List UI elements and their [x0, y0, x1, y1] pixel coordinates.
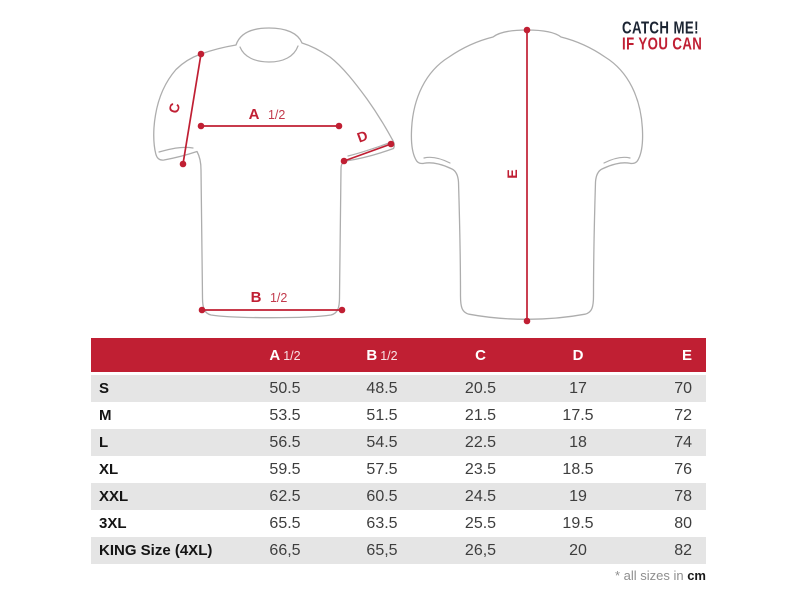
header-cell-c: C [431, 338, 530, 372]
value-cell: 17 [530, 372, 626, 402]
measure-label-c: C [165, 101, 183, 115]
brand-logo [622, 17, 725, 54]
value-cell: 82 [626, 537, 706, 564]
measure-dot [341, 158, 348, 165]
value-cell: 51.5 [333, 402, 431, 429]
value-cell: 72 [626, 402, 706, 429]
value-cell: 76 [626, 456, 706, 483]
value-cell: 50.5 [237, 372, 333, 402]
size-table-header [91, 338, 706, 372]
value-cell: 17.5 [530, 402, 626, 429]
value-cell: 65.5 [237, 510, 333, 537]
value-cell: 25.5 [431, 510, 530, 537]
measure-label-e: E [504, 169, 520, 179]
value-cell: 78 [626, 483, 706, 510]
table-row [91, 483, 706, 510]
measure-dot [388, 141, 395, 148]
measure-dot [524, 27, 531, 34]
value-cell: 24.5 [431, 483, 530, 510]
value-cell: 19.5 [530, 510, 626, 537]
value-cell: 54.5 [333, 429, 431, 456]
value-cell: 80 [626, 510, 706, 537]
size-label: KING Size (4XL) [91, 537, 237, 564]
measure-dot [199, 307, 206, 314]
value-cell: 26,5 [431, 537, 530, 564]
units-note-unit: cm [687, 568, 706, 583]
measure-dot [180, 161, 187, 168]
header-cell-a: A 1/2 [237, 338, 333, 372]
header-cell-b: B 1/2 [333, 338, 431, 372]
measure-dot [524, 318, 531, 325]
value-cell: 57.5 [333, 456, 431, 483]
value-cell: 63.5 [333, 510, 431, 537]
header-row [91, 338, 706, 372]
value-cell: 48.5 [333, 372, 431, 402]
value-cell: 20.5 [431, 372, 530, 402]
size-label: XL [91, 456, 237, 483]
size-label: 3XL [91, 510, 237, 537]
size-label: L [91, 429, 237, 456]
header-cell-size [91, 338, 237, 372]
front-shirt [154, 28, 395, 318]
measure-label-a: A 1/2 [248, 106, 286, 123]
value-cell: 60.5 [333, 483, 431, 510]
measure-dot [198, 123, 205, 130]
value-cell: 22.5 [431, 429, 530, 456]
measure-dot [339, 307, 346, 314]
value-cell: 56.5 [237, 429, 333, 456]
value-cell: 18.5 [530, 456, 626, 483]
value-cell: 62.5 [237, 483, 333, 510]
value-cell: 21.5 [431, 402, 530, 429]
table-row [91, 372, 706, 402]
value-cell: 23.5 [431, 456, 530, 483]
value-cell: 74 [626, 429, 706, 456]
table-row [91, 402, 706, 429]
table-row [91, 537, 706, 564]
value-cell: 20 [530, 537, 626, 564]
brand-logo-line2: IF YOU CAN [622, 33, 703, 54]
value-cell: 66,5 [237, 537, 333, 564]
measure-label-b: B 1/2 [250, 289, 288, 306]
value-cell: 53.5 [237, 402, 333, 429]
size-label: XXL [91, 483, 237, 510]
size-label: S [91, 372, 237, 402]
header-cell-d: D [530, 338, 626, 372]
value-cell: 59.5 [237, 456, 333, 483]
table-row [91, 429, 706, 456]
front-shirt-outline [154, 28, 395, 318]
value-cell: 65,5 [333, 537, 431, 564]
table-row [91, 510, 706, 537]
value-cell: 19 [530, 483, 626, 510]
size-table [91, 338, 706, 564]
units-note: * all sizes in cm [614, 568, 706, 583]
measure-dot [198, 51, 205, 58]
header-cell-e: E [626, 338, 706, 372]
measure-label-d: D [354, 127, 370, 146]
table-row [91, 456, 706, 483]
value-cell: 70 [626, 372, 706, 402]
size-label: M [91, 402, 237, 429]
value-cell: 18 [530, 429, 626, 456]
brand-logo-line1: CATCH ME! [622, 17, 699, 38]
measure-dot [336, 123, 343, 130]
